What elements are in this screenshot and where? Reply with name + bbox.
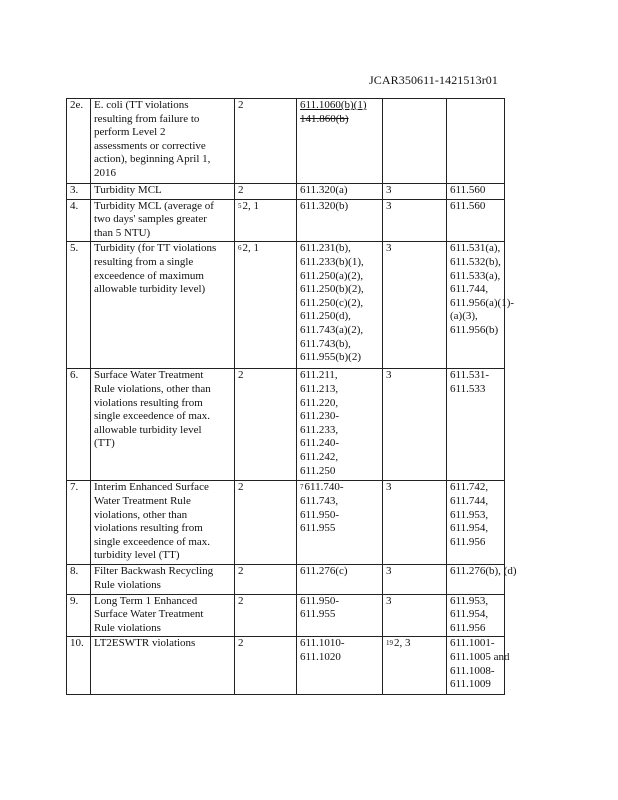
pws-citation: 611.211, 611.213, 611.220, 611.230- 611.233, 611.240- 611.242, 611.250: [297, 369, 383, 481]
tier: 2: [235, 594, 297, 637]
violation-description: E. coli (TT violations resulting from failure to perform Level 2 assessments or corrective action), beginning April 1, 2016: [91, 99, 235, 184]
pws-citation: [297, 99, 383, 184]
reference-citation: 611.531(a), 611.532(b), 611.533(a), 611.744, 611.956(a)(1)- (a)(3), 611.956(b): [447, 242, 505, 369]
pws-citation: 611.320(b): [297, 199, 383, 242]
tier: 2: [235, 99, 297, 184]
reference-citation: [447, 99, 505, 184]
table-row: [67, 369, 505, 481]
pn-tier: 3: [383, 594, 447, 637]
document-id: JCAR350611-1421513r01: [369, 73, 498, 87]
tier: 2: [235, 481, 297, 565]
violation-description: Turbidity MCL (average of two days' samples greater than 5 NTU): [91, 199, 235, 242]
violation-description: LT2ESWTR violations: [91, 637, 235, 695]
reference-citation: 611.953, 611.954, 611.956: [447, 594, 505, 637]
tier: 2: [235, 184, 297, 200]
pws-citation: $^7$611.740- 611.743, 611.950- 611.955: [297, 481, 383, 565]
violations-table: [66, 98, 517, 695]
pn-tier: $^{19}$2, 3: [383, 637, 447, 695]
table-row: [67, 481, 505, 565]
pn-tier: [383, 99, 447, 184]
violation-description: Interim Enhanced Surface Water Treatment Rule violations, other than violations resulting from single exceedence of max. turbidity level (TT): [91, 481, 235, 565]
pws-citation: 611.950- 611.955: [297, 594, 383, 637]
row-number: 10.: [67, 637, 91, 695]
pn-tier: 3: [383, 199, 447, 242]
tier: 2: [235, 565, 297, 594]
tier: 2: [235, 369, 297, 481]
footnote-mark: 6: [238, 244, 242, 253]
inserted-citation: 611.1060(b)(1): [300, 99, 367, 111]
footnote-mark: 5: [238, 201, 242, 210]
pn-tier: 3: [383, 369, 447, 481]
reference-citation: 611.742, 611.744, 611.953, 611.954, 611.956: [447, 481, 505, 565]
tier: $^6$2, 1: [235, 242, 297, 369]
tier: $^5$2, 1: [235, 199, 297, 242]
tier: 2: [235, 637, 297, 695]
pws-citation: 611.320(a): [297, 184, 383, 200]
table-row: [67, 242, 505, 369]
row-number: 7.: [67, 481, 91, 565]
pn-tier: 3: [383, 481, 447, 565]
footnote-mark: 7: [300, 483, 304, 492]
table-row: [67, 637, 505, 695]
row-number: 3.: [67, 184, 91, 200]
row-number: 6.: [67, 369, 91, 481]
violation-description: Long Term 1 Enhanced Surface Water Treatment Rule violations: [91, 594, 235, 637]
violation-description: Surface Water Treatment Rule violations, other than violations resulting from single exceedence of max. allowable turbidity level (TT): [91, 369, 235, 481]
row-number: 8.: [67, 565, 91, 594]
table-row: [67, 99, 505, 184]
table-row: [67, 199, 505, 242]
reference-citation: 611.276(b), (d): [447, 565, 505, 594]
struck-citation: 141.860(b): [300, 112, 349, 125]
pn-tier: 3: [383, 184, 447, 200]
row-number: 2e.: [67, 99, 91, 184]
row-number: 9.: [67, 594, 91, 637]
pn-tier: 3: [383, 565, 447, 594]
table-row: [67, 565, 505, 594]
reference-citation: 611.1001- 611.1005 and 611.1008- 611.1009: [447, 637, 505, 695]
violation-description: Turbidity MCL: [91, 184, 235, 200]
row-number: 4.: [67, 199, 91, 242]
reference-citation: 611.560: [447, 184, 505, 200]
reference-citation: 611.531- 611.533: [447, 369, 505, 481]
row-number: 5.: [67, 242, 91, 369]
pws-citation: 611.1010- 611.1020: [297, 637, 383, 695]
pws-citation: 611.276(c): [297, 565, 383, 594]
pn-tier: 3: [383, 242, 447, 369]
violation-description: Filter Backwash Recycling Rule violations: [91, 565, 235, 594]
table-row: [67, 594, 505, 637]
table-row: [67, 184, 505, 200]
footnote-mark: 19: [386, 639, 393, 648]
reference-citation: 611.560: [447, 199, 505, 242]
pws-citation: 611.231(b), 611.233(b)(1), 611.250(a)(2), 611.250(b)(2), 611.250(c)(2), 611.250(d), 611.743(a)(2), 611.743(b), 611.955(b)(2): [297, 242, 383, 369]
violation-description: Turbidity (for TT violations resulting from a single exceedence of maximum allowable turbidity level): [91, 242, 235, 369]
